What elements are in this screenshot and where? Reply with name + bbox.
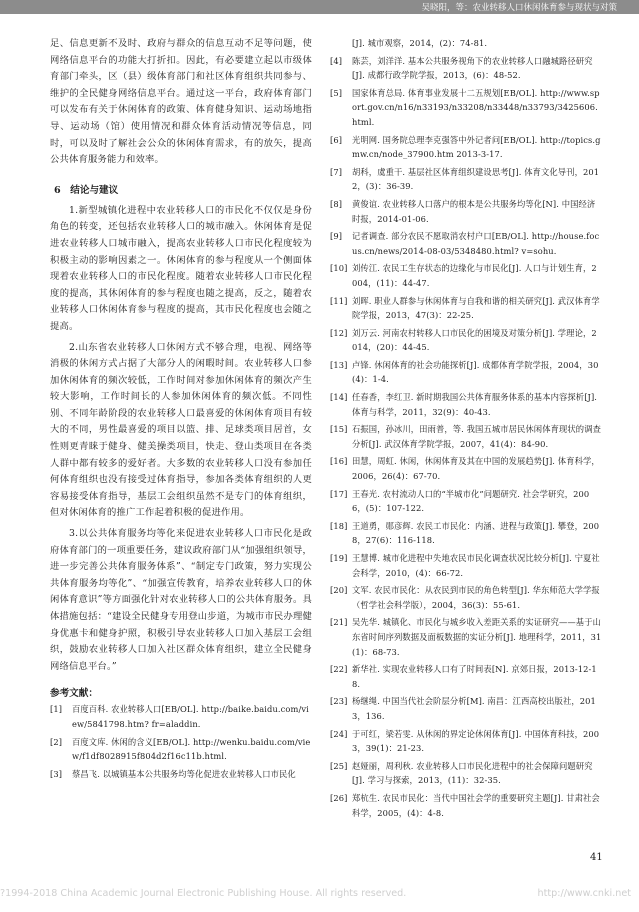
reference-text: 卢锋. 休闲体育的社会功能探析[J]. 成都体育学院学报，2004，30(4)：1-4. (352, 359, 599, 385)
left-column (50, 36, 312, 784)
reference-item (50, 702, 312, 731)
reference-item (330, 229, 602, 258)
reference-item (330, 791, 602, 820)
reference-number: [9] (330, 231, 343, 242)
reference-item (330, 662, 602, 691)
reference-number: [15] (330, 424, 348, 435)
section-title: 6 结论与建议 (54, 184, 119, 196)
reference-number: [5] (330, 87, 343, 98)
reference-item (330, 358, 602, 387)
reference-item (50, 735, 312, 764)
reference-number: [21] (330, 617, 348, 628)
reference-item (330, 422, 602, 451)
reference-number: [2] (50, 736, 63, 747)
reference-item (330, 454, 602, 483)
reference-item (330, 487, 602, 516)
reference-text: 百度百科. 农业转移人口[EB/OL]. http://baike.baidu.com/view/5841798.htm? fr=aladdin. (72, 704, 309, 729)
reference-text: [J]. 城市观察，2014，(2)：74-81. (352, 38, 488, 48)
reference-item (330, 694, 602, 723)
reference-item (330, 519, 602, 548)
intro-paragraph: 足、信息更新不及时、政府与群众的信息互动不足等问题，使网络信息平台的功能大打折扣。因此，有必要建立起以市级体育部门牵头，区（县）级体育部门和社区体育组织共同参与、维护的全民健身网络信息平台。通过这一平台，政府体育部门可以发布有关于休闲体育的政策、体育健身知识、运动场地指导、运动场（馆）使用情况和群众体育活动情况等信息，同时，可以及时了解社会公众的休闲体育需求，有的放矢，提高公共体育服务能力和效率。 (50, 38, 312, 166)
reference-number: [6] (330, 134, 343, 145)
reference-item (330, 615, 602, 659)
reference-number: [13] (330, 359, 348, 370)
reference-item (330, 294, 602, 323)
reference-item (330, 86, 602, 130)
reference-text: 陈芸，刘洋洋. 基本公共服务视角下的农业转移人口融城路径研究[J]. 成都行政学院学报，2013，(6)：48-52. (352, 55, 593, 81)
reference-number: [25] (330, 760, 348, 771)
body-paragraph: 2.山东省农业转移人口休闲方式不够合理，电视、网络等消极的休闲方式占据了大部分人的闲暇时间。农业转移人口参加休闲体育的频次较低，工作时间对参加休闲体育的频次产生较大影响，工作时间长的人参加休闲体育的频次低。不同性别、不同年龄阶段的农业转移人口最喜爱的休闲体育项目有较大的不同，男性最喜爱的项目以篮、排、足球类项目居首，女性则更青睐于健身、健美操类项目，快走、登山类项目在各类人群中都有较多的爱好者。大多数的农业转移人口没有参加任何体育组织也没有接受过体育指导，参加各类体育组织的人更容易接受体育指导，基层工会组织虽然不是专门的体育组织，但对休闲体育的推广工作起着积极的促进作用。 (50, 341, 312, 519)
reference-number: [12] (330, 327, 348, 338)
reference-number: [24] (330, 728, 348, 739)
right-column (330, 36, 602, 823)
reference-text: 王道勇，郧彦辉. 农民工市民化：内涵、进程与政策[J]. 攀登，2008，27(6)：116-118. (352, 520, 600, 546)
reference-item (330, 165, 602, 194)
reference-number: [20] (330, 585, 348, 596)
running-head: 吴晓阳，等：农业转移人口休闲体育参与现状与对策 (421, 3, 617, 13)
reference-number: [14] (330, 392, 348, 403)
reference-text: 赵娅丽，周利秋. 农业转移人口市民化进程中的社会保障问题研究[J]. 学习与探索，2013，(11)：32-35. (352, 760, 593, 786)
reference-item (50, 767, 312, 782)
reference-text: 任春香，李红卫. 新时期我国公共体育服务体系的基本内容探析[J]. 体育与科学，2011，32(9)：40-43. (352, 392, 598, 417)
reference-item (330, 759, 602, 788)
reference-text: 石振国，孙冰川，田雨普，等. 我国五城市居民休闲体育现状的调查分析[J]. 武汉体育学院学报，2007，41(4)：84-90. (352, 424, 601, 449)
reference-text: 田慧，周虹. 休闲，休闲体育及其在中国的发展趋势[J]. 体育科学，2006，26(4)：67-70. (352, 456, 600, 482)
reference-text: 记者调查. 部分农民不愿取消农村户口[EB/OL]. http://house.focus.cn/news/2014-08-03/5348480.html? v=sohu. (352, 231, 600, 256)
reference-text: 刘传江. 农民工生存状态的边缘化与市民化[J]. 人口与计划生育，2004，(11)：44-47. (352, 263, 597, 288)
reference-number: [1] (50, 704, 63, 715)
reference-number: [10] (330, 263, 348, 274)
reference-number: [19] (330, 553, 348, 563)
reference-item (330, 54, 602, 83)
reference-text: 光明网. 国务院总理李克强答中外记者问[EB/OL]. http://topics.gmw.cn/node_37900.htm 2013-3-17. (352, 134, 601, 160)
reference-number: [22] (330, 664, 348, 675)
reference-number: [3] (50, 768, 63, 779)
reference-text: 杨继绳. 中国当代社会阶层分析[M]. 南昌：江西高校出版社，2013，136. (352, 696, 596, 721)
reference-text: 吴先华. 城镇化、市民化与城乡收入差距关系的实证研究——基于山东省时间序列数据及面板数据的实证分析[J]. 地理科学，2011，31(1)：68-73. (352, 617, 602, 657)
reference-text: 胡科，虞重干. 基层社区体育组织建设思考[J]. 体育文化导刊，2012，(3)：36-39. (352, 166, 600, 192)
page-number: 41 (590, 852, 603, 863)
reference-text: 国家体育总局. 体育事业发展十二五规划[EB/OL]. http://www.sport.gov.cn/n16/n33193/n33208/n33448/n33793/3425606.html. (352, 87, 600, 127)
running-header-bar (0, 0, 639, 14)
reference-item (330, 390, 602, 419)
reference-item (330, 133, 602, 162)
reference-item (330, 583, 602, 612)
reference-list-continued (330, 36, 602, 820)
footer-url: http://www.cnki.net (537, 888, 631, 899)
reference-item (330, 326, 602, 355)
reference-number: [4] (330, 55, 343, 66)
reference-text: 刘万云. 河南农村转移人口市民化的困境及对策分析[J]. 学理论，2014，(20)：44-45. (352, 327, 597, 353)
body-paragraph: 1.新型城镇化进程中农业转移人口的市民化不仅仅是身份角色的转变，还包括农业转移人口的城市融入。休闲体育是促进农业转移人口城市融入，提高农业转移人口市民化程度较为积极主动的影响因素之一。休闲体育的参与程度从一个侧面体现着农业转移人口的市民化程度。随着农业转移人口市民化程度的提高，其休闲体育的参与程度也随之提高，反之，随着农业转移人口休闲体育参与程度的提高，其市民化程度也会随之提高。 (50, 204, 312, 332)
reference-number: [16] (330, 456, 348, 467)
reference-item (330, 197, 602, 226)
reference-number: [8] (330, 198, 343, 209)
reference-text: 黄俊谊. 农业转移人口落户的根本是公共服务均等化[N]. 中国经济时报，2014-01-06. (352, 198, 596, 224)
copyright-notice: ?1994-2018 China Academic Journal Electronic Publishing House. All rights reserved. (0, 888, 407, 899)
reference-text: 蔡昌飞. 以城镇基本公共服务均等化促进农业转移人口市民化 (72, 768, 296, 779)
reference-item (330, 261, 602, 290)
reference-item (330, 727, 602, 756)
reference-number: [17] (330, 488, 348, 499)
reference-item (330, 551, 602, 580)
reference-number: [23] (330, 696, 348, 707)
reference-number: [18] (330, 520, 348, 531)
reference-text: 王慧博. 城市化进程中失地农民市民化调查状况比较分析[J]. 宁夏社会科学，2010，(4)：66-72. (352, 553, 600, 578)
reference-text: 于可红，梁若雯. 从休闲的界定论休闲体育[J]. 中国体育科技，2003，39(1)：21-23. (352, 728, 600, 754)
references-title: 参考文献： (50, 688, 98, 700)
reference-number: [11] (330, 295, 348, 306)
reference-text: 郑杭生. 农民市民化：当代中国社会学的重要研究主题[J]. 甘肃社会科学，2005，(4)：4-8. (352, 792, 600, 818)
reference-text: 新华社. 实现农业转移人口有了时间表[N]. 京郊日报，2013-12-18. (352, 664, 597, 689)
reference-text: 百度文库. 休闲的含义[EB/OL]. http://wenku.baidu.com/view/f1df8028915f804d2f16c11b.html. (72, 736, 311, 762)
reference-text: 文军. 农民市民化：从农民到市民的角色转型[J]. 华东师范大学学报（哲学社会科学版），2004，36(3)：55-61. (352, 585, 600, 610)
reference-number: [26] (330, 792, 348, 803)
reference-text: 王春光. 农村流动人口的“半城市化”问题研究. 社会学研究，2006，(5)：107-122. (352, 488, 590, 514)
footer (0, 884, 639, 908)
reference-list (50, 702, 312, 781)
reference-item (330, 36, 602, 51)
body-paragraph: 3.以公共体育服务均等化来促进农业转移人口市民化是政府体育部门的一项重要任务，建议政府部门从“加强组织领导，进一步完善公共体育服务体系”、“制定专门政策，努力实现公共体育服务均等化”、“加强宣传教育，培养农业转移人口的休闲体育意识”等方面强化针对农业转移人口的公共体育服务。具体措施包括：“建设全民健身专用登山步道，为城市市民办理健身优惠卡和健身护照，积极引导农业转移人口加入基层工会组织，鼓励农业转移人口加入社区群众体育组织，建立全民健身网络信息平台。” (50, 528, 312, 672)
reference-text: 刘晖. 职业人群参与休闲体育与自我和谐的相关研究[J]. 武汉体育学院学报，2013，47(3)：22-25. (352, 295, 600, 321)
reference-number: [7] (330, 166, 343, 177)
